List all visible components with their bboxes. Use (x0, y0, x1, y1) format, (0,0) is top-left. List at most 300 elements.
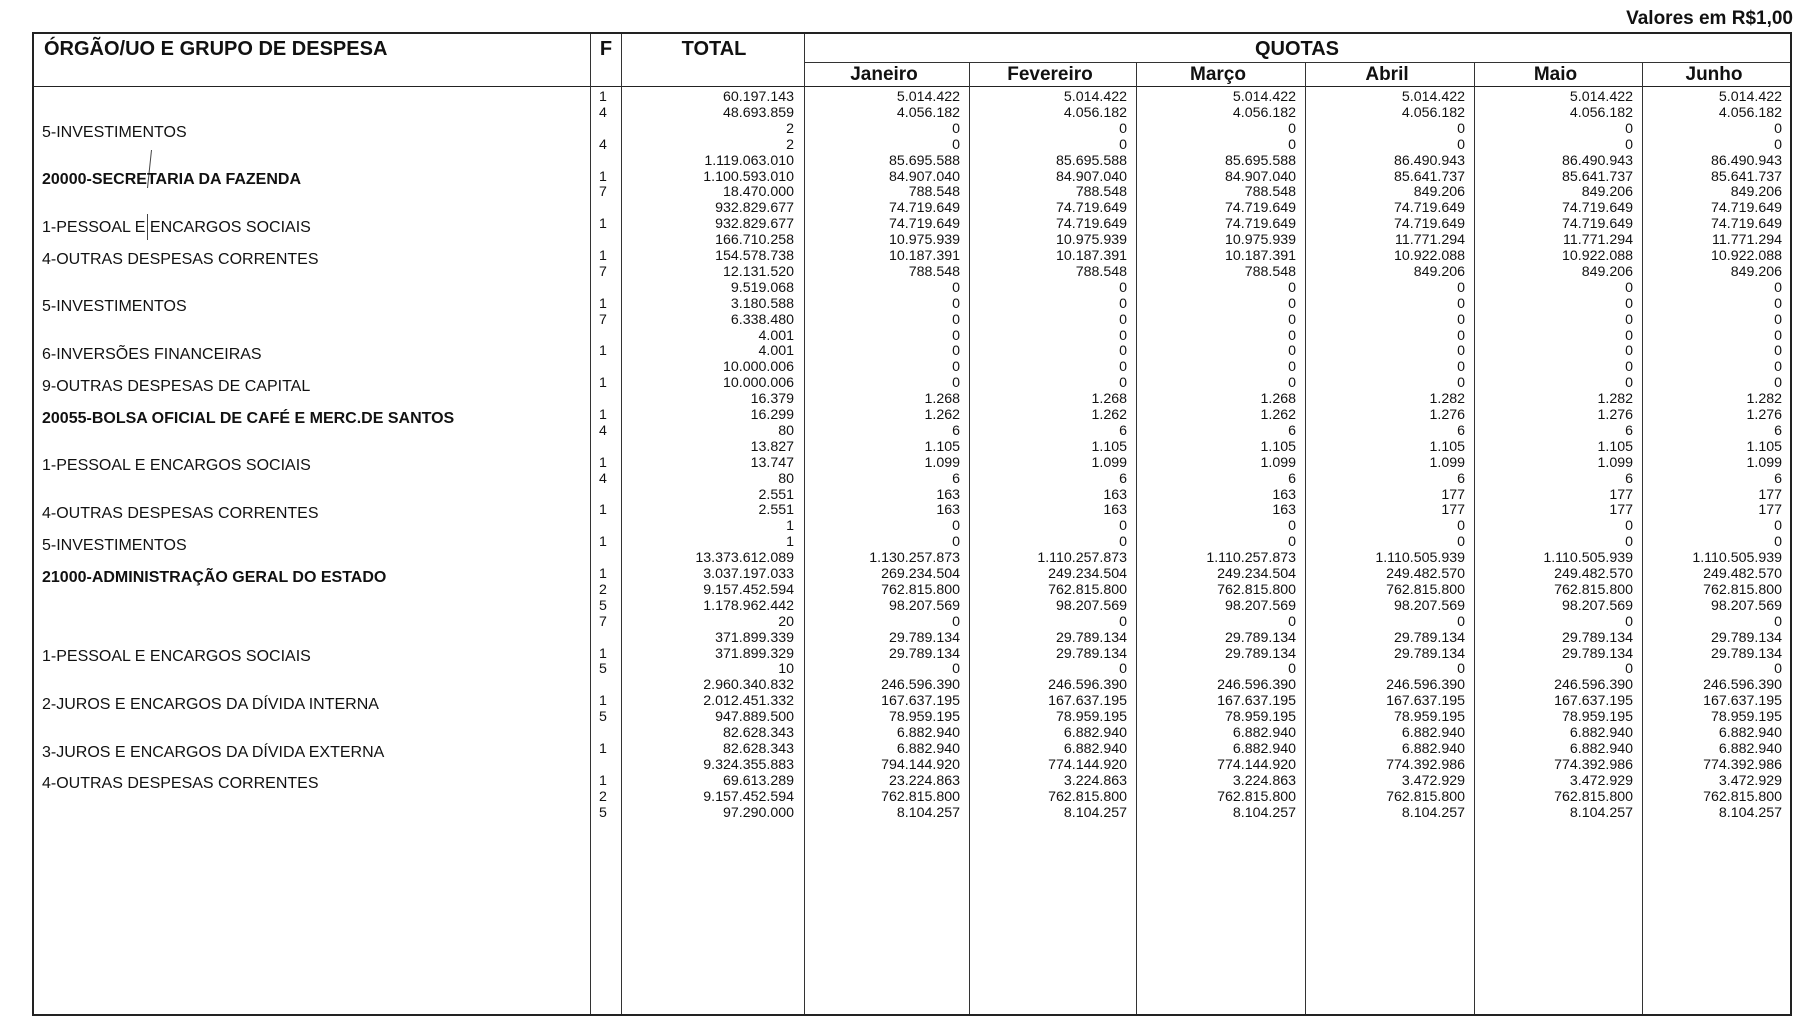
cell-month-0: 29.789.134 (888, 629, 960, 646)
cell-fonte: 1 (599, 740, 607, 757)
cell-month-5: 849.206 (1730, 263, 1782, 280)
cell-month-1: 0 (1119, 295, 1127, 312)
cell-total: 18.470.000 (722, 184, 794, 201)
cell-month-5: 10.922.088 (1710, 248, 1782, 264)
cell-month-0: 8.104.257 (896, 804, 960, 821)
cell-month-5: 0 (1774, 136, 1782, 153)
cell-month-1: 788.548 (1075, 184, 1127, 201)
cell-month-0: 6.882.940 (896, 725, 960, 741)
cell-month-3: 29.789.134 (1393, 645, 1465, 662)
cell-month-3: 78.959.195 (1393, 709, 1465, 726)
cell-month-5: 0 (1774, 359, 1782, 376)
cell-month-4: 0 (1625, 661, 1633, 678)
cell-fonte: 1 (599, 375, 607, 392)
cell-month-0: 0 (952, 613, 960, 630)
cell-month-4: 0 (1625, 327, 1633, 344)
cell-month-4: 0 (1625, 136, 1633, 153)
cell-month-2: 1.262 (1260, 407, 1296, 423)
cell-month-5: 6 (1774, 422, 1782, 439)
cell-total: 6.338.480 (730, 311, 794, 328)
cell-month-5: 98.207.569 (1710, 597, 1782, 614)
cell-month-4: 4.056.182 (1569, 104, 1633, 121)
cell-month-0: 10.187.391 (888, 248, 960, 264)
cell-month-4: 74.719.649 (1561, 200, 1633, 217)
cell-month-2: 246.596.390 (1217, 677, 1296, 694)
cell-total: 12.131.520 (722, 263, 794, 280)
cell-month-3: 0 (1457, 327, 1465, 344)
cell-month-5: 1.105 (1746, 438, 1782, 455)
cell-total: 13.373.612.089 (695, 550, 794, 567)
cell-month-1: 0 (1119, 311, 1127, 328)
cell-month-2: 6.882.940 (1232, 725, 1296, 741)
cell-month-1: 1.262 (1091, 407, 1127, 423)
cell-month-4: 0 (1625, 120, 1633, 137)
table-row (34, 344, 1790, 359)
cell-month-5: 167.637.195 (1703, 693, 1782, 710)
cell-total: 82.628.343 (722, 725, 794, 741)
cell-month-3: 6.882.940 (1401, 725, 1465, 741)
cell-fonte: 7 (599, 613, 607, 630)
cell-month-2: 6 (1288, 470, 1296, 487)
cell-month-0: 0 (952, 279, 960, 296)
cell-month-1: 0 (1119, 279, 1127, 296)
cell-month-3: 0 (1457, 613, 1465, 630)
cell-month-0: 0 (952, 327, 960, 344)
cell-month-4: 762.815.800 (1554, 788, 1633, 805)
cell-month-2: 10.975.939 (1224, 232, 1296, 249)
cell-month-3: 849.206 (1413, 263, 1465, 280)
cell-total: 1.178.962.442 (703, 597, 794, 614)
cell-fonte: 5 (599, 661, 607, 678)
cell-month-3: 98.207.569 (1393, 597, 1465, 614)
cell-total: 4.001 (758, 327, 794, 344)
cell-month-0: 163 (936, 502, 960, 519)
cell-month-5: 8.104.257 (1718, 804, 1782, 821)
cell-month-3: 177 (1441, 486, 1465, 503)
cell-month-1: 74.719.649 (1055, 200, 1127, 217)
table-row (34, 154, 1790, 169)
cell-month-3: 246.596.390 (1386, 677, 1465, 694)
cell-month-5: 6 (1774, 470, 1782, 487)
cell-total: 82.628.343 (722, 740, 794, 757)
cell-month-3: 11.771.294 (1395, 232, 1465, 249)
cell-month-2: 1.099 (1260, 454, 1296, 471)
cell-month-4: 0 (1625, 295, 1633, 312)
cell-month-5: 762.815.800 (1703, 581, 1782, 598)
cell-fonte: 1 (599, 295, 607, 312)
org-unit-label: 20055-BOLSA OFICIAL DE CAFÉ E MERC.DE SANTOS (42, 409, 455, 427)
header-quotas: QUOTAS (1254, 38, 1340, 60)
cell-month-1: 249.234.504 (1048, 566, 1127, 582)
cell-month-2: 0 (1288, 136, 1296, 153)
cell-month-5: 0 (1774, 295, 1782, 312)
cell-total: 13.827 (750, 438, 794, 455)
cell-total: 1 (786, 534, 794, 551)
cell-month-2: 84.907.040 (1224, 168, 1296, 185)
cell-fonte: 1 (599, 216, 607, 233)
cell-month-1: 29.789.134 (1055, 629, 1127, 646)
cell-month-3: 6 (1457, 470, 1465, 487)
cell-month-1: 10.187.391 (1055, 248, 1127, 264)
cell-month-2: 78.959.195 (1224, 709, 1296, 726)
cell-month-3: 0 (1457, 136, 1465, 153)
cell-fonte: 1 (599, 168, 607, 185)
cell-total: 2.551 (758, 486, 794, 503)
cell-total: 9.157.452.594 (703, 788, 794, 805)
cell-total: 10.000.006 (722, 359, 794, 376)
cell-month-4: 6.882.940 (1569, 725, 1633, 741)
cell-month-0: 0 (952, 311, 960, 328)
cell-month-0: 269.234.504 (881, 566, 960, 582)
cell-month-0: 10.975.939 (888, 232, 960, 249)
cell-month-3: 762.815.800 (1386, 581, 1465, 598)
cell-month-5: 85.641.737 (1710, 168, 1782, 185)
cell-month-4: 0 (1625, 375, 1633, 392)
cell-month-1: 4.056.182 (1063, 104, 1127, 121)
org-unit-label: 20000-SECRETARIA DA FAZENDA (42, 171, 302, 189)
cell-month-0: 788.548 (908, 263, 960, 280)
cell-month-4: 98.207.569 (1561, 597, 1633, 614)
cell-month-2: 0 (1288, 661, 1296, 678)
cell-month-5: 0 (1774, 279, 1782, 296)
cell-month-3: 249.482.570 (1386, 566, 1465, 582)
cell-month-3: 4.056.182 (1401, 104, 1465, 121)
cell-month-0: 23.224.863 (888, 772, 960, 789)
cell-month-2: 1.105 (1260, 438, 1296, 455)
cell-month-2: 249.234.504 (1217, 566, 1296, 582)
cell-month-2: 29.789.134 (1224, 645, 1296, 662)
cell-month-3: 0 (1457, 311, 1465, 328)
cell-month-0: 84.907.040 (888, 168, 960, 185)
cell-month-2: 3.224.863 (1232, 772, 1296, 789)
cell-month-0: 0 (952, 375, 960, 392)
expense-group-label: 3-JUROS E ENCARGOS DA DÍVIDA EXTERNA (42, 743, 385, 761)
cell-total: 3.180.588 (730, 295, 794, 312)
cell-total: 166.710.258 (715, 232, 794, 249)
expense-group-label: 5-INVESTIMENTOS (42, 123, 187, 141)
cell-month-3: 177 (1441, 502, 1465, 519)
cell-fonte: 4 (599, 136, 607, 153)
cell-month-5: 0 (1774, 518, 1782, 535)
table-row (34, 281, 1790, 296)
cell-month-0: 0 (952, 136, 960, 153)
cell-month-4: 29.789.134 (1561, 645, 1633, 662)
cell-total: 1.119.063.010 (704, 152, 794, 169)
cell-month-1: 163 (1103, 502, 1127, 519)
cell-month-2: 6.882.940 (1232, 740, 1296, 757)
cell-month-0: 163 (936, 486, 960, 503)
cell-month-5: 6.882.940 (1718, 740, 1782, 757)
cell-month-2: 0 (1288, 120, 1296, 137)
cell-month-4: 0 (1625, 359, 1633, 376)
cell-month-3: 849.206 (1413, 184, 1465, 201)
cell-month-0: 0 (952, 120, 960, 137)
table-row (34, 535, 1790, 550)
cell-month-4: 177 (1609, 502, 1633, 519)
cell-total: 20 (778, 613, 794, 630)
cell-month-1: 0 (1119, 359, 1127, 376)
cell-month-5: 774.392.986 (1703, 756, 1782, 773)
cell-month-1: 98.207.569 (1055, 597, 1127, 614)
cell-fonte: 7 (599, 184, 607, 201)
cell-month-4: 246.596.390 (1554, 677, 1633, 694)
cell-fonte: 7 (599, 311, 607, 328)
cell-month-3: 3.472.929 (1401, 772, 1465, 789)
cell-total: 60.197.143 (722, 89, 794, 105)
cell-month-4: 177 (1609, 486, 1633, 503)
cell-month-3: 1.105 (1429, 438, 1465, 455)
cell-month-3: 0 (1457, 295, 1465, 312)
cell-fonte: 4 (599, 104, 607, 121)
cell-total: 9.324.355.883 (703, 756, 794, 773)
cell-month-4: 6 (1625, 422, 1633, 439)
cell-month-2: 29.789.134 (1224, 629, 1296, 646)
header-fonte: F (599, 38, 613, 60)
cell-month-1: 0 (1119, 518, 1127, 535)
cell-month-4: 249.482.570 (1554, 566, 1633, 582)
cell-total: 9.519.068 (730, 279, 794, 296)
table-row (34, 360, 1790, 375)
cell-month-4: 1.282 (1597, 391, 1633, 408)
header-month-2: Março (1190, 64, 1246, 85)
cell-month-3: 74.719.649 (1393, 216, 1465, 233)
cell-month-0: 1.099 (924, 454, 960, 471)
cell-month-5: 249.482.570 (1703, 566, 1782, 582)
cell-month-1: 1.268 (1091, 391, 1127, 408)
cell-month-5: 29.789.134 (1710, 645, 1782, 662)
budget-table (32, 32, 1792, 1016)
cell-fonte: 1 (599, 454, 607, 471)
cell-month-0: 6 (952, 470, 960, 487)
cell-month-5: 78.959.195 (1710, 709, 1782, 726)
cell-total: 4.001 (758, 343, 794, 360)
cell-total: 932.829.677 (715, 216, 794, 233)
cell-month-4: 0 (1625, 534, 1633, 551)
cell-month-2: 788.548 (1244, 263, 1296, 280)
cell-month-2: 0 (1288, 518, 1296, 535)
cell-month-1: 6.882.940 (1063, 740, 1127, 757)
cell-month-0: 74.719.649 (888, 200, 960, 217)
cell-month-3: 1.276 (1429, 407, 1465, 423)
cell-month-5: 0 (1774, 120, 1782, 137)
table-row (34, 599, 1790, 614)
cell-month-5: 762.815.800 (1703, 788, 1782, 805)
org-unit-label: 21000-ADMINISTRAÇÃO GERAL DO ESTADO (42, 568, 387, 586)
cell-month-2: 0 (1288, 343, 1296, 360)
cell-month-5: 1.276 (1746, 407, 1782, 423)
expense-group-label: 6-INVERSÕES FINANCEIRAS (42, 346, 262, 364)
cell-month-1: 74.719.649 (1055, 216, 1127, 233)
cell-month-0: 6 (952, 422, 960, 439)
cell-month-4: 849.206 (1581, 263, 1633, 280)
cell-month-2: 0 (1288, 295, 1296, 312)
cell-month-4: 6.882.940 (1569, 740, 1633, 757)
cell-month-4: 6 (1625, 470, 1633, 487)
table-row (34, 106, 1790, 121)
cell-month-2: 74.719.649 (1224, 216, 1296, 233)
cell-month-3: 29.789.134 (1393, 629, 1465, 646)
cell-month-3: 0 (1457, 359, 1465, 376)
cell-month-0: 1.130.257.873 (869, 550, 960, 567)
cell-month-0: 0 (952, 295, 960, 312)
cell-month-2: 762.815.800 (1217, 581, 1296, 598)
cell-month-2: 5.014.422 (1232, 89, 1296, 105)
table-row (34, 297, 1790, 312)
cell-month-0: 6.882.940 (896, 740, 960, 757)
cell-total: 2.551 (758, 502, 794, 519)
cell-month-3: 85.641.737 (1393, 168, 1465, 185)
cell-month-2: 1.268 (1260, 391, 1296, 408)
header-month-5: Junho (1685, 64, 1743, 85)
cell-month-5: 5.014.422 (1718, 89, 1782, 105)
expense-group-label: 9-OUTRAS DESPESAS DE CAPITAL (42, 377, 311, 395)
cell-month-3: 0 (1457, 518, 1465, 535)
cell-total: 2 (786, 120, 794, 137)
values-caption: Valores em R$1,00 (1626, 8, 1793, 29)
cell-month-0: 74.719.649 (888, 216, 960, 233)
cell-month-0: 788.548 (908, 184, 960, 201)
cell-month-5: 4.056.182 (1718, 104, 1782, 121)
cell-fonte: 5 (599, 804, 607, 821)
cell-month-1: 6 (1119, 470, 1127, 487)
cell-month-5: 849.206 (1730, 184, 1782, 201)
cell-total: 1 (786, 518, 794, 535)
cell-fonte: 1 (599, 407, 607, 423)
cell-month-1: 6 (1119, 422, 1127, 439)
cell-month-2: 8.104.257 (1232, 804, 1296, 821)
cell-month-1: 1.105 (1091, 438, 1127, 455)
cell-month-2: 0 (1288, 613, 1296, 630)
cell-month-3: 1.099 (1429, 454, 1465, 471)
cell-month-4: 11.771.294 (1563, 232, 1633, 249)
cell-month-5: 1.099 (1746, 454, 1782, 471)
cell-month-4: 85.641.737 (1561, 168, 1633, 185)
cell-month-0: 0 (952, 518, 960, 535)
cell-total: 13.747 (750, 454, 794, 471)
cell-month-0: 762.815.800 (881, 788, 960, 805)
cell-month-0: 0 (952, 343, 960, 360)
cell-month-1: 762.815.800 (1048, 788, 1127, 805)
cell-month-5: 177 (1758, 502, 1782, 519)
cell-month-3: 0 (1457, 661, 1465, 678)
cell-month-1: 3.224.863 (1063, 772, 1127, 789)
cell-month-4: 1.099 (1597, 454, 1633, 471)
cell-month-5: 6.882.940 (1718, 725, 1782, 741)
cell-month-0: 78.959.195 (888, 709, 960, 726)
cell-total: 371.899.329 (715, 645, 794, 662)
cell-month-3: 0 (1457, 534, 1465, 551)
cell-month-2: 788.548 (1244, 184, 1296, 201)
cell-month-4: 0 (1625, 518, 1633, 535)
cell-month-1: 246.596.390 (1048, 677, 1127, 694)
table-row (34, 313, 1790, 328)
cell-fonte: 1 (599, 772, 607, 789)
cell-month-0: 1.105 (924, 438, 960, 455)
cell-month-5: 1.110.505.939 (1692, 550, 1782, 567)
table-row (34, 90, 1790, 105)
cell-month-3: 5.014.422 (1401, 89, 1465, 105)
cell-fonte: 1 (599, 89, 607, 105)
cell-month-5: 74.719.649 (1710, 200, 1782, 217)
cell-fonte: 4 (599, 470, 607, 487)
cell-month-2: 0 (1288, 279, 1296, 296)
cell-month-0: 0 (952, 534, 960, 551)
cell-month-1: 788.548 (1075, 263, 1127, 280)
table-header (34, 34, 1790, 87)
cell-month-2: 163 (1272, 502, 1296, 519)
cell-month-0: 794.144.920 (881, 756, 960, 773)
cell-month-4: 1.276 (1597, 407, 1633, 423)
cell-total: 2 (786, 136, 794, 153)
cell-month-4: 86.490.943 (1561, 152, 1633, 169)
cell-month-1: 1.099 (1091, 454, 1127, 471)
cell-month-1: 167.637.195 (1048, 693, 1127, 710)
cell-month-3: 0 (1457, 120, 1465, 137)
cell-total: 932.829.677 (715, 200, 794, 217)
expense-group-label: 2-JUROS E ENCARGOS DA DÍVIDA INTERNA (42, 695, 379, 713)
cell-month-4: 167.637.195 (1554, 693, 1633, 710)
cell-month-1: 85.695.588 (1055, 152, 1127, 169)
cell-month-2: 74.719.649 (1224, 200, 1296, 217)
cell-month-3: 74.719.649 (1393, 200, 1465, 217)
cell-month-2: 0 (1288, 375, 1296, 392)
table-row (34, 122, 1790, 137)
cell-month-0: 762.815.800 (881, 581, 960, 598)
expense-group-label: 5-INVESTIMENTOS (42, 298, 187, 316)
expense-group-label: 5-INVESTIMENTOS (42, 536, 187, 554)
cell-month-3: 167.637.195 (1386, 693, 1465, 710)
cell-month-5: 0 (1774, 327, 1782, 344)
cell-month-1: 1.110.257.873 (1037, 550, 1127, 567)
cell-month-0: 85.695.588 (888, 152, 960, 169)
cell-month-0: 4.056.182 (896, 104, 960, 121)
header-month-4: Maio (1533, 64, 1578, 85)
cell-fonte: 1 (599, 645, 607, 662)
cell-month-3: 86.490.943 (1393, 152, 1465, 169)
cell-month-1: 0 (1119, 375, 1127, 392)
table-row (34, 631, 1790, 646)
table-row (34, 440, 1790, 455)
cell-month-5: 0 (1774, 661, 1782, 678)
cell-total: 48.693.859 (722, 104, 794, 121)
cell-month-3: 1.110.505.939 (1375, 550, 1465, 567)
cell-month-4: 3.472.929 (1569, 772, 1633, 789)
cell-total: 154.578.738 (715, 248, 794, 264)
cell-fonte: 1 (599, 534, 607, 551)
cell-month-2: 85.695.588 (1224, 152, 1296, 169)
cell-month-5: 0 (1774, 613, 1782, 630)
cell-month-2: 4.056.182 (1232, 104, 1296, 121)
cell-month-4: 1.110.505.939 (1543, 550, 1633, 567)
cell-month-1: 163 (1103, 486, 1127, 503)
cell-month-1: 84.907.040 (1055, 168, 1127, 185)
header-month-0: Janeiro (850, 64, 918, 85)
cell-month-1: 774.144.920 (1048, 756, 1127, 773)
cell-month-1: 0 (1119, 136, 1127, 153)
cell-month-5: 0 (1774, 534, 1782, 551)
expense-group-label: 1-PESSOAL E ENCARGOS SOCIAIS (42, 218, 311, 236)
cell-total: 10 (778, 661, 794, 678)
cell-month-2: 167.637.195 (1217, 693, 1296, 710)
cell-month-4: 5.014.422 (1569, 89, 1633, 105)
cell-month-3: 8.104.257 (1401, 804, 1465, 821)
cell-fonte: 2 (599, 788, 607, 805)
cell-fonte: 1 (599, 693, 607, 710)
cell-month-3: 0 (1457, 375, 1465, 392)
cell-fonte: 1 (599, 343, 607, 360)
cell-month-4: 8.104.257 (1569, 804, 1633, 821)
cell-month-1: 8.104.257 (1063, 804, 1127, 821)
